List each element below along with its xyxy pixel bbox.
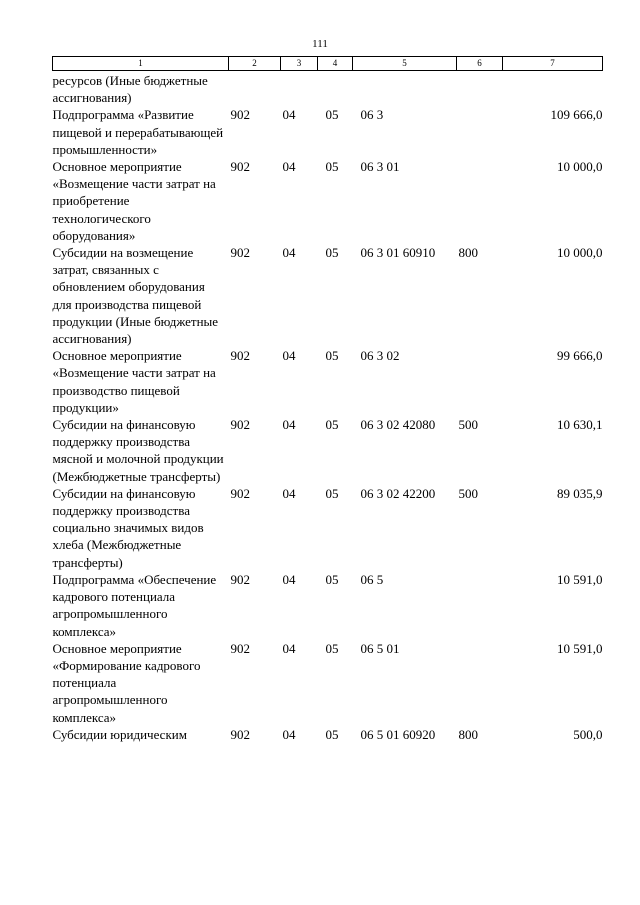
table-row — [53, 106, 603, 158]
subsection-code: 05 — [325, 640, 339, 656]
amount: 99 666,0 — [557, 348, 603, 364]
expense-type-code: 800 — [458, 726, 478, 742]
amount: 10 000,0 — [557, 159, 603, 175]
budget-table — [52, 56, 603, 743]
target-article-code: 06 3 02 — [360, 348, 400, 364]
target-article-code: 06 3 02 42080 — [360, 417, 436, 433]
table-row — [53, 416, 603, 485]
table-row — [53, 571, 603, 640]
table-row — [53, 347, 603, 416]
row-name: ресурсов (Иные бюджетные ассигнования) — [52, 73, 208, 106]
expense-type-code — [457, 347, 503, 416]
amount: 10 591,0 — [557, 640, 603, 656]
expense-type-code: 500 — [458, 417, 478, 433]
expense-type-code — [457, 640, 503, 726]
amount: 109 666,0 — [550, 107, 603, 123]
subsection-code: 05 — [325, 348, 339, 364]
target-article-code: 06 5 — [360, 571, 384, 587]
expense-type-code: 500 — [458, 485, 478, 501]
row-name: Субсидии юридическим — [52, 726, 187, 742]
target-article-code: 06 3 02 42200 — [360, 485, 436, 501]
ministry-code: 902 — [230, 726, 250, 742]
ministry-code — [229, 71, 281, 107]
ministry-code: 902 — [230, 571, 250, 587]
ministry-code: 902 — [230, 640, 250, 656]
table-row — [53, 485, 603, 571]
subsection-code: 05 — [325, 159, 339, 175]
amount: 10 591,0 — [557, 571, 603, 587]
section-code: 04 — [282, 571, 296, 587]
column-header: 7 — [503, 57, 603, 71]
target-article-code: 06 5 01 — [360, 640, 400, 656]
ministry-code: 902 — [230, 159, 250, 175]
amount: 500,0 — [573, 726, 603, 742]
row-name: Субсидии на финансовую поддержку производства социально значимых видов хлеба (Межбюджетные трансферты) — [52, 485, 204, 570]
table-row — [53, 71, 603, 107]
table-row — [53, 640, 603, 726]
section-code: 04 — [282, 485, 296, 501]
section-code — [281, 71, 318, 107]
row-name: Основное мероприятие «Формирование кадрового потенциала агропромышленного комплекса» — [52, 640, 201, 725]
section-code: 04 — [282, 348, 296, 364]
row-name: Субсидии на финансовую поддержку производства мясной и молочной продукции (Межбюджетные трансферты) — [52, 417, 224, 484]
column-number-header — [53, 57, 603, 71]
expense-type-code — [457, 106, 503, 158]
row-name: Подпрограмма «Развитие пищевой и перерабатывающей промышленности» — [52, 107, 224, 157]
expense-type-code: 800 — [458, 245, 478, 261]
subsection-code: 05 — [325, 417, 339, 433]
row-name: Основное мероприятие «Возмещение части затрат на производство пищевой продукции» — [52, 348, 216, 415]
ministry-code: 902 — [230, 245, 250, 261]
table-row — [53, 244, 603, 347]
table-row — [53, 726, 603, 743]
subsection-code — [318, 71, 353, 107]
amount: 89 035,9 — [557, 485, 603, 501]
column-header: 3 — [281, 57, 318, 71]
section-code: 04 — [282, 245, 296, 261]
page-number: 111 — [312, 38, 328, 50]
target-article-code: 06 5 01 60920 — [360, 726, 436, 742]
row-name: Субсидии на возмещение затрат, связанных с обновлением оборудования для производства пищевой продукции (Иные бюджетные ассигнования) — [52, 245, 219, 347]
amount: 10 000,0 — [557, 245, 603, 261]
target-article-code: 06 3 — [360, 107, 384, 123]
table-row — [53, 158, 603, 244]
expense-type-code — [457, 71, 503, 107]
row-name: Подпрограмма «Обеспечение кадрового потенциала агропромышленного комплекса» — [52, 571, 217, 639]
row-name: Основное мероприятие «Возмещение части затрат на приобретение технологического оборудования» — [52, 159, 216, 243]
column-header: 6 — [457, 57, 503, 71]
column-header: 5 — [353, 57, 457, 71]
subsection-code: 05 — [325, 245, 339, 261]
column-header: 2 — [229, 57, 281, 71]
ministry-code: 902 — [230, 485, 250, 501]
amount: 10 630,1 — [557, 417, 603, 433]
section-code: 04 — [282, 726, 296, 742]
subsection-code: 05 — [325, 485, 339, 501]
ministry-code: 902 — [230, 107, 250, 123]
expense-type-code — [457, 571, 503, 640]
ministry-code: 902 — [230, 417, 250, 433]
section-code: 04 — [282, 107, 296, 123]
section-code: 04 — [282, 159, 296, 175]
column-header: 4 — [318, 57, 353, 71]
column-header: 1 — [53, 57, 229, 71]
subsection-code: 05 — [325, 726, 339, 742]
expense-type-code — [457, 158, 503, 244]
ministry-code: 902 — [230, 348, 250, 364]
subsection-code: 05 — [325, 107, 339, 123]
target-article-code — [353, 71, 457, 107]
amount — [503, 71, 603, 107]
subsection-code: 05 — [325, 571, 339, 587]
target-article-code: 06 3 01 60910 — [360, 245, 436, 261]
section-code: 04 — [282, 640, 296, 656]
target-article-code: 06 3 01 — [360, 159, 400, 175]
section-code: 04 — [282, 417, 296, 433]
